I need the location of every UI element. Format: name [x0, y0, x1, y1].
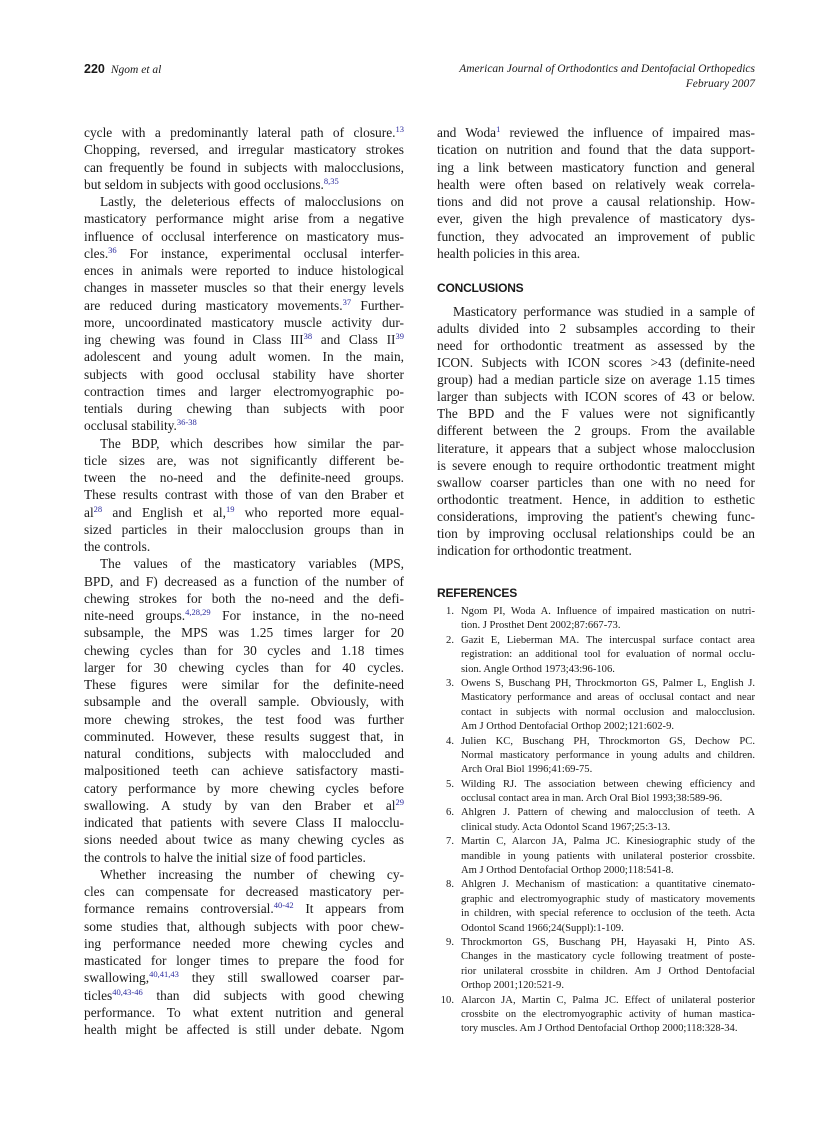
text-line	[84, 141, 404, 158]
citation-link[interactable]: 40,41,43	[149, 969, 179, 980]
reference-line: clinical study. Acta Odontol Scand 1967;25:3-13.	[461, 821, 671, 833]
text-line	[84, 400, 404, 417]
running-header-right	[459, 62, 755, 92]
page-number: 220	[84, 62, 105, 76]
citation-link[interactable]: 4,28,29	[185, 607, 211, 617]
text-line	[437, 337, 755, 354]
text-line	[84, 366, 404, 383]
reference-line: tory muscles. Am J Orthod Dentofacial Orthop 2000;118:328-34.	[461, 1023, 738, 1035]
text-segment: larger than subjects with ICON scores of 43 or below.	[437, 389, 755, 405]
text-segment: changes in masseter muscles so that their energy levels	[84, 280, 404, 296]
text-segment: For instance, in the no-need	[210, 608, 404, 623]
text-segment: occlusal stability.	[84, 418, 177, 434]
text-segment: subjects with good occlusal stability have shorter	[84, 366, 404, 382]
reference-line: registration: an additional tool for evaluation of normal occlu-	[461, 649, 755, 661]
reference-line: Ahlgren J. Mechanism of mastication: a quantitative cinemato-	[461, 879, 755, 891]
text-segment: tween the no-need and the definite-need groups.	[84, 470, 404, 485]
text-segment: considerations, improving the patient's chewing func-	[437, 508, 755, 524]
citation-link[interactable]: 40,43-46	[112, 986, 143, 997]
text-line	[437, 354, 755, 371]
text-line	[437, 141, 755, 158]
text-segment: For instance, experimental occlusal interfer-	[116, 245, 404, 261]
reference-line: Am J Orthod Dentofacial Orthop 2002;121:602-9.	[461, 721, 675, 733]
text-segment: Whether increasing the number of chewing cy-	[100, 866, 404, 882]
text-segment: Chopping, reversed, and irregular masticatory strokes	[84, 142, 404, 158]
text-line	[84, 711, 404, 728]
text-segment: chewing cycles than for 30 cycles and 1.18 times	[84, 642, 404, 658]
text-segment: The BDP, which describes how similar the par-	[100, 435, 404, 451]
text-segment: performance. To what extent nutrition and general	[84, 1004, 404, 1020]
reference-line: Normal masticatory performance in young adults and children.	[461, 749, 755, 761]
reference-line: graphic and electromyographic study of masticatory movements	[461, 893, 755, 905]
reference-line: Wilding RJ. The association between chewing efficiency and	[461, 778, 755, 790]
reference-line: occlusal contact area in man. Arch Oral Biol 1993;38:589-96.	[461, 793, 723, 805]
text-line	[84, 124, 404, 141]
reference-line: Am J Orthod Dentofacial Orthop 2000;118:541-8.	[461, 865, 674, 877]
text-line	[437, 440, 755, 457]
text-line	[437, 320, 755, 337]
citation-link[interactable]: 40-42	[273, 900, 294, 911]
reference-item	[437, 634, 755, 677]
text-line	[84, 297, 404, 314]
running-header-left	[84, 62, 161, 76]
reference-line: Masticatory performance and areas of occlusal contact and near	[461, 692, 755, 704]
text-segment: subsample, the MPS was 1.25 times larger for 20	[84, 625, 404, 641]
text-segment: tion by improving occlusal relationships could be an	[437, 525, 755, 541]
text-segment: contraction times and larger electromyographic po-	[84, 383, 404, 399]
text-segment: Masticatory performance was studied in a sample of	[453, 304, 755, 319]
text-line	[84, 607, 404, 624]
text-segment: can frequently be found in subjects with malocclusions,	[84, 159, 404, 175]
text-segment: the controls to halve the initial size of food particles.	[84, 849, 366, 865]
text-segment: more, uncoordinated masticatory muscle activity dur-	[84, 314, 404, 330]
reference-item	[437, 778, 755, 807]
citation-link[interactable]: 38	[303, 331, 313, 341]
text-segment: ticle sizes are, was not significantly different be-	[84, 452, 404, 468]
reference-line: Odontol Scand 1966;24(Suppl):1-109.	[461, 922, 624, 934]
text-line	[84, 573, 404, 590]
text-segment: and English et al,	[102, 504, 226, 520]
text-line	[437, 176, 755, 193]
text-line	[437, 422, 755, 439]
text-segment: The values of the masticatory variables (MPS,	[100, 556, 404, 572]
citation-link[interactable]: 29	[395, 796, 404, 807]
citation-link[interactable]: 37	[342, 296, 352, 307]
reference-item	[437, 677, 755, 735]
text-line	[84, 538, 404, 555]
reference-number: 7.	[446, 836, 454, 848]
reference-number: 9.	[446, 936, 454, 948]
text-line	[437, 245, 755, 262]
reference-item	[437, 936, 755, 994]
text-line	[84, 435, 404, 452]
text-line	[437, 303, 755, 320]
text-line	[84, 797, 404, 814]
text-line	[84, 193, 404, 210]
text-segment: influence of occlusal interference on masticatory mus-	[84, 228, 404, 244]
text-segment: ticles	[84, 987, 113, 1003]
text-line	[437, 371, 755, 388]
text-segment: Lastly, the deleterious effects of malocclusions on	[100, 194, 404, 209]
text-line	[84, 849, 404, 866]
text-segment: cycle with a predominantly lateral path of closure.	[84, 125, 396, 140]
reference-line: Gazit E, Lieberman MA. The intercuspal surface contact area	[461, 634, 755, 646]
reference-line: mandible in young patients with unilateral posterior crossbite.	[461, 850, 755, 862]
text-segment: orthodontic treatment. Hence, in addition to esthetic	[437, 491, 755, 507]
citation-link[interactable]: 8,35	[323, 175, 339, 186]
text-segment: and Class II	[312, 332, 396, 347]
text-segment: function, they advocated an improvement of public	[437, 228, 755, 244]
text-segment: The BPD and the F values were not significantly	[437, 406, 755, 422]
reference-number: 10.	[440, 994, 454, 1006]
text-segment: reviewed the influence of impaired mas-	[500, 125, 756, 140]
text-segment: masticatory performance might arise from a negative	[84, 211, 404, 227]
text-line	[84, 676, 404, 693]
text-line	[84, 383, 404, 400]
reference-line: Ahlgren J. Pattern of chewing and malocclusion of teeth. A	[461, 807, 755, 819]
reference-line: Orthop 2001;120:521-9.	[461, 980, 564, 992]
text-line	[84, 642, 404, 659]
text-segment: sions needed about twice as many chewing cycles as	[84, 832, 404, 848]
text-segment: adults divided into 2 subsamples according to their	[437, 321, 755, 337]
text-line	[84, 176, 404, 193]
text-segment: they still swallowed coarser par-	[178, 970, 404, 986]
reference-line: Martin C, Alarcon JA, Palma JC. Kinesiographic study of the	[461, 836, 755, 848]
text-segment: literature, it appears that a subject whose malocclusion	[437, 440, 755, 456]
text-line	[437, 210, 755, 227]
text-segment: These results contrast with those of van den Braber et	[84, 487, 404, 503]
text-segment: health were often based on relatively weak correla-	[437, 176, 755, 192]
reference-line: tion. J Prosthet Dent 2002;87:667-73.	[461, 620, 621, 632]
reference-line: Alarcon JA, Martin C, Palma JC. Effect of unilateral posterior	[461, 994, 755, 1006]
text-line	[84, 590, 404, 607]
reference-line: Changes in the masticatory cycle following treatment of poste-	[461, 951, 755, 963]
citation-link[interactable]: 39	[395, 331, 404, 341]
text-line	[84, 935, 404, 952]
text-segment: need for orthodontic treatment as assessed by the	[437, 338, 755, 354]
reference-item	[437, 878, 755, 936]
reference-line: sion. Angle Orthod 1973;43:96-106.	[461, 663, 615, 675]
text-line	[84, 693, 404, 710]
text-segment: al	[84, 504, 94, 520]
text-line	[437, 474, 755, 491]
text-line	[84, 624, 404, 641]
text-line	[437, 457, 755, 474]
text-segment: nite-need groups.	[84, 608, 186, 623]
text-line	[84, 279, 404, 296]
text-line	[84, 348, 404, 365]
reference-number: 4.	[446, 735, 454, 747]
text-segment: health policies in this area.	[437, 245, 581, 261]
text-line	[84, 469, 404, 486]
text-segment: subsample and the overall sample. Obviously, with	[84, 694, 404, 710]
text-line	[84, 1021, 404, 1038]
text-segment: It appears from	[293, 901, 404, 917]
running-authors: Ngom et al	[110, 64, 162, 76]
text-line	[84, 762, 404, 779]
reference-number: 6.	[446, 807, 454, 819]
reference-line: crossbite on the electromyographic activity of human mastica-	[461, 1008, 755, 1020]
text-segment: BPD, and F) decreased as a function of the number of	[84, 573, 404, 589]
text-line	[84, 969, 404, 986]
text-segment: comminuted. However, these results suggest that, in	[84, 728, 404, 744]
text-segment: than did subjects with good chewing	[142, 987, 404, 1003]
text-line	[84, 866, 404, 883]
text-segment: health might be affected is still under debate. Ngom	[84, 1022, 404, 1037]
text-segment: different between the 2 groups. From the available	[437, 423, 755, 439]
reference-number: 2.	[446, 634, 454, 646]
text-segment: indicated that patients with severe Class II malocclu-	[84, 815, 404, 830]
text-segment: swallow coarser particles than one with no need for	[437, 474, 755, 490]
reference-line: Throckmorton GS, Buschang PH, Hayasaki H, Pinto AS.	[461, 936, 755, 948]
text-line	[84, 504, 404, 521]
text-line	[84, 1004, 404, 1021]
text-segment: ing a link between masticatory function and general	[437, 159, 755, 175]
text-line	[84, 814, 404, 831]
text-line	[84, 331, 404, 348]
text-line	[84, 228, 404, 245]
text-segment: tions and did not prove a causal relationship. How-	[437, 194, 755, 209]
citation-link[interactable]: 36	[108, 244, 117, 255]
references-list	[437, 605, 755, 1037]
text-segment: are reduced during masticatory movements.	[84, 297, 343, 313]
text-segment: cles can compensate for decreased masticatory per-	[84, 884, 404, 899]
text-segment: masticated for longer times to prepare the food for	[84, 953, 404, 968]
text-line	[84, 159, 404, 176]
text-segment: and Woda	[437, 125, 497, 140]
text-segment: indication for orthodontic treatment.	[437, 542, 632, 558]
text-line	[84, 486, 404, 503]
text-segment: more chewing strokes, the test food was further	[84, 711, 404, 727]
text-segment: larger for 30 chewing cycles than for 40 cycles.	[84, 659, 404, 675]
text-line	[84, 245, 404, 262]
text-line	[84, 987, 404, 1004]
text-segment: chewing strokes for both the no-need and the defi-	[84, 590, 404, 606]
citation-link[interactable]: 1	[496, 124, 501, 134]
reference-item	[437, 835, 755, 878]
reference-number: 1.	[446, 606, 454, 617]
text-segment: group) had a median particle size on average 1.15 times	[437, 372, 755, 388]
reference-line: rior unilateral crossbite in children. Am J Orthod Dentofacial	[461, 965, 755, 977]
citation-link[interactable]: 13	[395, 124, 404, 134]
text-segment: is severe enough to require orthodontic treatment might	[437, 457, 755, 473]
reference-item	[437, 994, 755, 1037]
conclusions-body	[437, 303, 755, 559]
reference-line: contact in subjects with normal occlusion and malocclusion.	[461, 706, 755, 718]
issue-date: February 2007	[685, 78, 755, 90]
text-line	[84, 262, 404, 279]
text-line	[437, 405, 755, 422]
text-line	[437, 193, 755, 210]
text-segment: swallowing. A study by van den Braber et al	[84, 797, 396, 813]
citation-link[interactable]: 28	[93, 503, 103, 514]
text-line	[437, 508, 755, 525]
text-segment: malpositioned teeth can achieve satisfactory masti-	[84, 763, 404, 779]
text-line	[437, 525, 755, 542]
text-segment: ICON. Subjects with ICON scores >43 (definite-need	[437, 355, 755, 371]
text-segment: formance remains controversial.	[84, 901, 274, 917]
left-column	[84, 124, 404, 1038]
text-segment: ing chewing was found in Class III	[84, 332, 304, 347]
journal-title: American Journal of Orthodontics and Dentofacial Orthopedics	[459, 63, 755, 75]
text-segment: ing performance needed more chewing cycles and	[84, 935, 404, 951]
text-segment: catory performance by more chewing cycles before	[84, 780, 404, 796]
text-segment: the controls.	[84, 539, 151, 554]
text-line	[84, 452, 404, 469]
reference-item	[437, 806, 755, 835]
text-segment: adolescent and young adult women. In the main,	[84, 349, 404, 365]
text-line	[84, 745, 404, 762]
reference-line: Arch Oral Biol 1996;41:69-75.	[461, 764, 593, 776]
text-line	[84, 417, 404, 434]
reference-line: Ngom PI, Woda A. Influence of impaired mastication on nutri-	[461, 606, 755, 617]
text-line	[437, 124, 755, 141]
citation-link[interactable]: 19	[225, 503, 235, 514]
conclusions-heading: CONCLUSIONS	[437, 281, 524, 295]
text-line	[84, 780, 404, 797]
text-line	[84, 555, 404, 572]
text-segment: ever, given the high prevalence of masticatory dys-	[437, 211, 755, 227]
text-segment: tication on nutrition and found that the data support-	[437, 142, 755, 158]
reference-line: Julien KC, Buschang PH, Throckmorton GS, Dechow PC.	[461, 735, 755, 747]
text-line	[84, 314, 404, 331]
text-line	[437, 388, 755, 405]
text-line	[437, 542, 755, 559]
reference-item	[437, 735, 755, 778]
citation-link[interactable]: 36-38	[176, 417, 197, 428]
reference-line: Owens S, Buschang PH, Throckmorton GS, Palmer L, English J.	[461, 677, 755, 689]
text-segment: ences in animals were reported to induce histological	[84, 263, 404, 278]
text-segment: tentials during chewing than subjects with poor	[84, 401, 404, 416]
text-line	[84, 728, 404, 745]
text-segment: but seldom in subjects with good occlusions.	[84, 176, 324, 192]
right-column-discussion	[437, 124, 755, 262]
reference-number: 3.	[446, 677, 454, 689]
reference-item	[437, 605, 755, 634]
text-segment: some studies that, although subjects with poor chew-	[84, 918, 404, 934]
text-line	[84, 831, 404, 848]
text-line	[437, 491, 755, 508]
text-line	[84, 883, 404, 900]
text-line	[437, 159, 755, 176]
text-line	[84, 952, 404, 969]
text-line	[437, 228, 755, 245]
text-segment: natural conditions, subjects with maloccluded and	[84, 746, 404, 761]
reference-number: 5.	[446, 778, 454, 790]
reference-line: in children, with special reference to occlusion of the teeth. Acta	[461, 908, 755, 920]
text-line	[84, 210, 404, 227]
text-segment: Further-	[351, 297, 405, 313]
reference-number: 8.	[446, 879, 454, 891]
text-line	[84, 900, 404, 917]
text-segment: who reported more equal-	[234, 504, 404, 520]
references-heading: REFERENCES	[437, 586, 518, 600]
text-segment: These figures were similar for the definite-need	[84, 677, 404, 692]
text-line	[84, 521, 404, 538]
text-segment: swallowing,	[84, 970, 150, 986]
text-line	[84, 659, 404, 676]
text-segment: cles.	[84, 245, 109, 261]
text-line	[84, 918, 404, 935]
text-segment: sized particles in their malocclusion groups than in	[84, 521, 404, 537]
